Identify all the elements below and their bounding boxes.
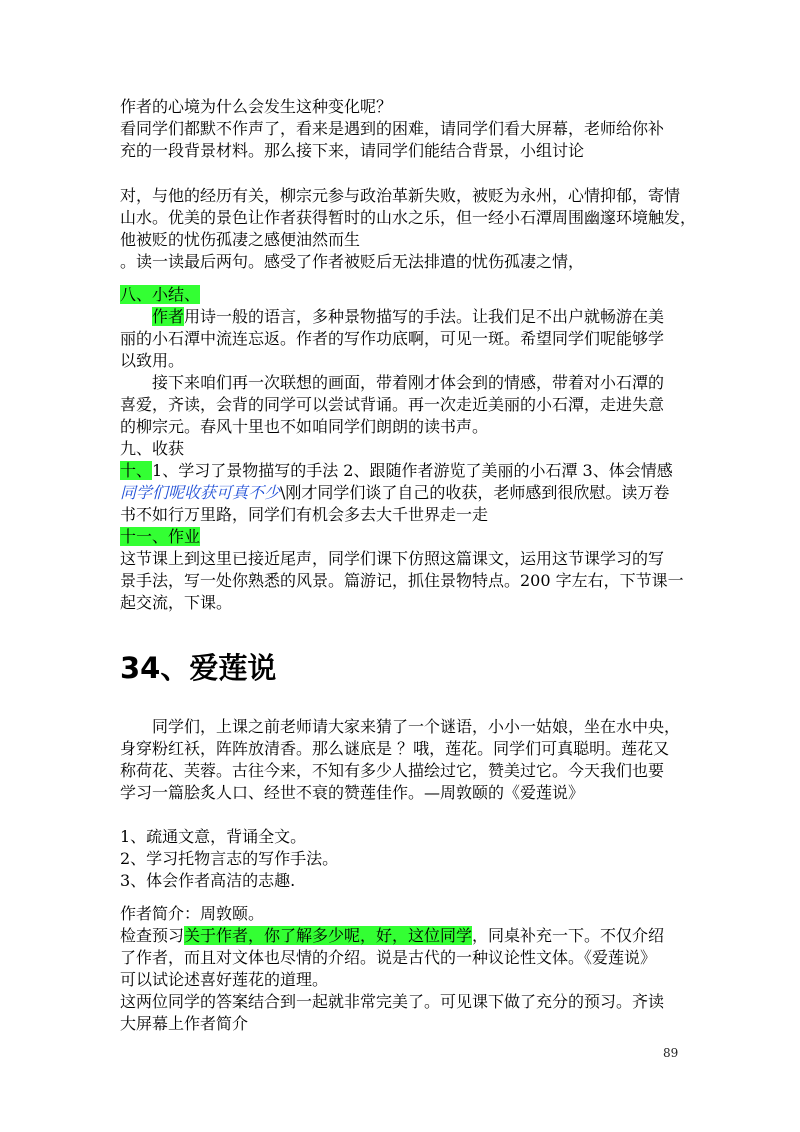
text-line: 喜爱，齐读，会背的同学可以尝试背诵。再一次走近美丽的小石潭，走进失意: [120, 395, 665, 414]
text-line: 山水。优美的景色让作者获得暂时的山水之乐，但一经小石潭周围幽邃环境触发，: [120, 208, 697, 227]
highlight: 作者: [152, 307, 185, 326]
text-line: 。读一读最后两句。感受了作者被贬后无法排遣的忧伤孤凄之情，: [120, 252, 585, 271]
paragraph-intro: [120, 716, 686, 804]
text-line: [120, 925, 686, 947]
text-line: 可以试论述喜好莲花的道理。: [120, 970, 329, 989]
page-number: 89: [663, 1046, 679, 1060]
text-line: 同学们，上课之前老师请大家来猜了一个谜语，小小一姑娘，坐在水中央，: [152, 717, 681, 736]
text-span: \刚才同学们谈了自己的收获，老师感到很欣慰。读万卷: [280, 483, 670, 502]
highlight: 八、小结、: [120, 285, 201, 304]
heading-summary: [120, 284, 686, 306]
text-line: 作者简介：周敦颐。: [120, 904, 265, 923]
text-line: 他被贬的忧伤孤凄之感便油然而生: [120, 230, 361, 249]
text-line: 以致用。: [120, 351, 185, 370]
text-line: 了作者，而且对文体也尽情的介绍。说是古代的一种议论性文体。《爱莲说》: [120, 948, 657, 967]
text-line: [120, 460, 686, 482]
text-line: 这节课上到这里已接近尾声，同学们课下仿照这篇课文，运用这节课学习的写: [120, 549, 665, 568]
section-summary: [120, 284, 686, 614]
text-span: ，同桌补充一下。不仅介绍: [472, 926, 665, 945]
text-line: 学习一篇脍炙人口、经世不衰的赞莲佳作。—周敦颐的《爱莲说》: [120, 783, 585, 802]
text-span: 用诗一般的语言，多种景物描写的手法。让我们足不出户就畅游在美: [184, 307, 665, 326]
text-line: 看同学们都默不作声了，看来是遇到的困难，请同学们看大屏幕，老师给你补: [120, 119, 665, 138]
list-objectives: [120, 826, 686, 892]
blue-italic-text: 同学们呢收获可真不少: [120, 483, 281, 502]
lesson-title: 34、爱莲说: [120, 651, 277, 685]
heading-homework: [120, 526, 686, 548]
text-line: 丽的小石潭中流连忘返。作者的写作功底啊，可见一斑。希望同学们呢能够学: [120, 329, 665, 348]
text-line: 的柳宗元。春风十里也不如咱同学们朗朗的读书声。: [120, 417, 489, 436]
text-line: 作者的心境为什么会发生这种变化呢？: [120, 97, 393, 116]
text-line: 对，与他的经历有关，柳宗元参与政治革新失败，被贬为永州，心情抑郁，寄情: [120, 186, 681, 205]
text-line: [120, 482, 686, 504]
highlight: 十、: [120, 461, 153, 480]
text-line: 景手法，写一处你熟悉的风景。篇游记，抓住景物特点。200 字左右，下节课一: [120, 571, 684, 590]
text-span: 检查预习: [120, 926, 185, 945]
text-line: 大屏幕上作者简介: [120, 1014, 249, 1033]
paragraph-question: [120, 96, 686, 162]
text-line: 这两位同学的答案结合到一起就非常完美了。可见课下做了充分的预习。齐读: [120, 992, 665, 1011]
text-line: 充的一段背景材料。那么接下来，请同学们能结合背景，小组讨论: [120, 141, 585, 160]
highlight: 关于作者，你了解多少呢，好，这位同学: [184, 926, 473, 945]
list-item: 1、疏通文意，背诵全文。: [120, 827, 307, 846]
text-line: 书不如行万里路，同学们有机会多去大千世界走一走: [120, 505, 489, 524]
list-item: 3、体会作者高洁的志趣.: [120, 871, 296, 890]
text-span: 1、学习了景物描写的手法 2、跟随作者游览了美丽的小石潭 3、体会情感: [152, 461, 673, 480]
text-line: 称荷花、芙蓉。古往今来，不知有多少人描绘过它，赞美过它。今天我们也要: [120, 761, 665, 780]
text-line: 起交流，下课。: [120, 593, 233, 612]
text-line: [120, 306, 686, 328]
list-item: 2、学习托物言志的写作手法。: [120, 849, 339, 868]
paragraph-author: [120, 903, 686, 1035]
paragraph-background: [120, 185, 697, 273]
heading-harvest: 九、收获: [120, 439, 185, 458]
text-line: 身穿粉红袄，阵阵放清香。那么谜底是 ？哦，莲花。同学们可真聪明。莲花又: [120, 739, 670, 758]
highlight: 十一、作业: [120, 527, 201, 546]
text-line: 接下来咱们再一次联想的画面，带着刚才体会到的情感，带着对小石潭的: [152, 373, 665, 392]
